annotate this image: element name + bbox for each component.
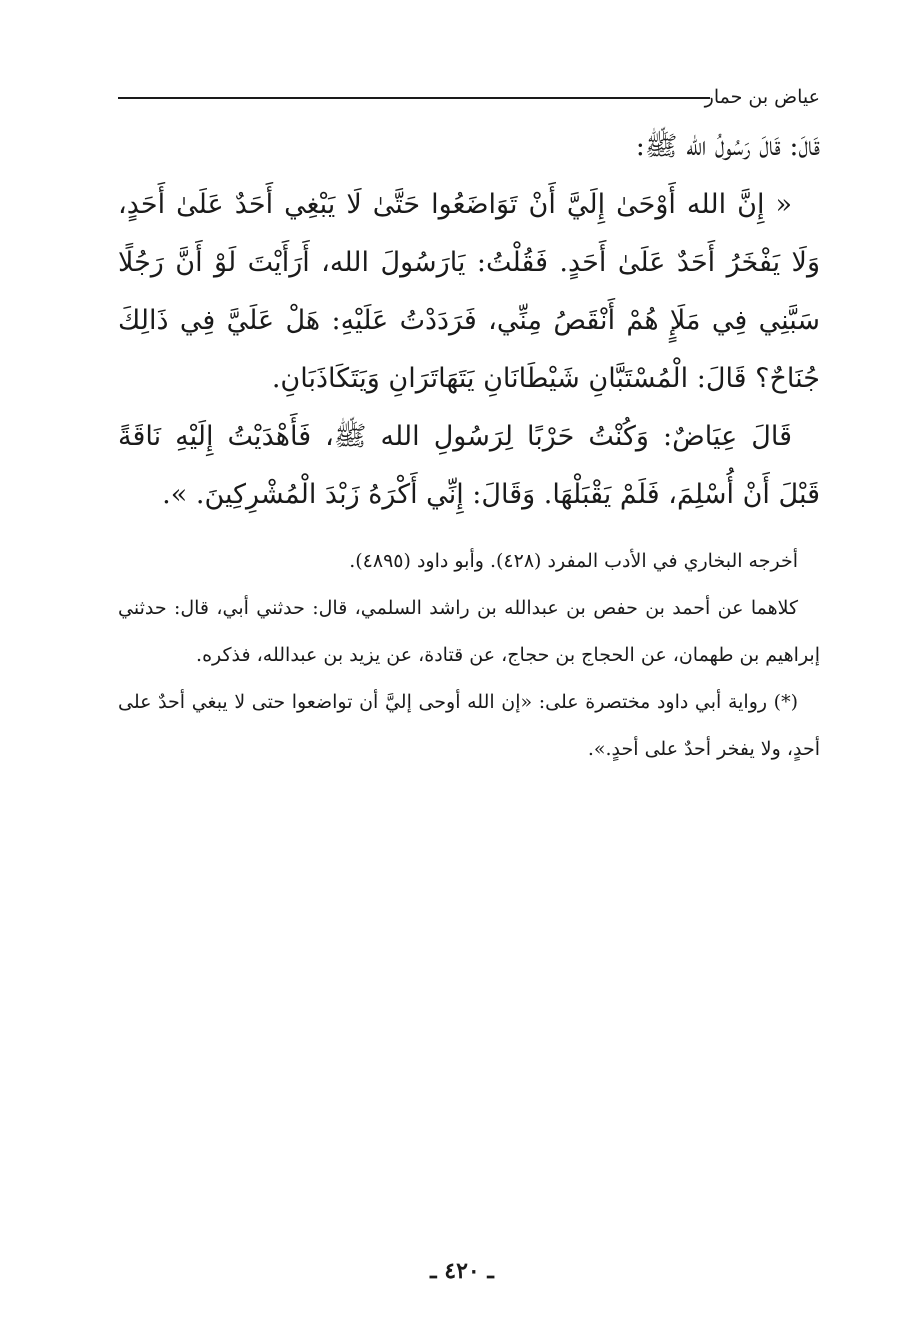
hadith-intro: قَالَ: قَالَ رَسُولُ الله ﷺ: bbox=[635, 131, 820, 162]
running-head bbox=[118, 82, 820, 116]
notes-section bbox=[118, 538, 820, 773]
hadith-paragraph: قَالَ عِيَاضٌ: وَكُنْتُ حَرْبًا لِرَسُولِ الله ﷺ، فَأَهْدَيْتُ إِلَيْهِ نَاقَةً قَبْلَ أَنْ أُسْلِمَ، فَلَمْ يَقْبَلْهَا. وَقَالَ: إِنِّي أَكْرَهُ زَبْدَ الْمُشْرِكِينَ. ». bbox=[118, 421, 820, 510]
header-rule bbox=[118, 97, 710, 99]
page-number: ـ ٤٢٠ ـ bbox=[430, 1258, 494, 1284]
running-title: عياض بن حمار bbox=[704, 86, 820, 108]
isnad-note: كلاهما عن أحمد بن حفص بن عبدالله بن راشد السلمي، قال: حدثني أبي، قال: حدثني إبراهيم بن طهمان، عن الحجاج بن حجاج، عن قتادة، عن يزيد بن عبدالله، فذكره. bbox=[118, 597, 820, 666]
variant-note: (*) رواية أبي داود مختصرة على: «إن الله أوحى إليَّ أن تواضعوا حتى لا يبغي أحدٌ على أحدٍ، ولا يفخر أحدٌ على أحدٍ.». bbox=[118, 691, 820, 760]
main-text bbox=[118, 118, 820, 773]
takhrij-note: أخرجه البخاري في الأدب المفرد (٤٢٨). وأبو داود (٤٨٩٥). bbox=[349, 550, 798, 572]
hadith-text bbox=[118, 118, 820, 524]
hadith-paragraph: « إِنَّ الله أَوْحَىٰ إِلَيَّ أَنْ تَوَاضَعُوا حَتَّىٰ لَا يَبْغِي أَحَدٌ عَلَىٰ أَحَدٍ، وَلَا يَفْخَرُ أَحَدٌ عَلَىٰ أَحَدٍ. فَقُلْتُ: يَارَسُولَ الله، أَرَأَيْتَ لَوْ أَنَّ رَجُلًا سَبَّنِي فِي مَلَإٍ هُمْ أَنْقَصُ مِنِّي، فَرَدَدْتُ عَلَيْهِ: هَلْ عَلَيَّ فِي ذَالِكَ جُنَاحٌ؟ قَالَ: الْمُسْتَبَّانِ شَيْطَانَانِ يَتَهَاتَرَانِ وَيَتَكَاذَبَانِ. bbox=[118, 189, 820, 394]
